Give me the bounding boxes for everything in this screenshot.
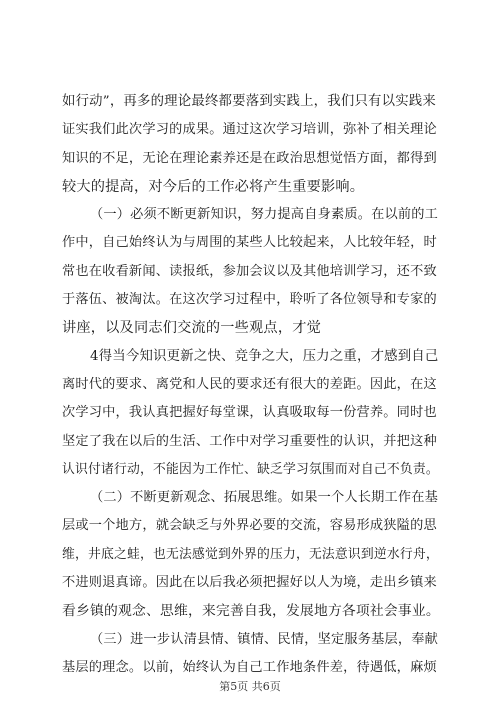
- text-line: 4得当今知识更新之快、竞争之大，压力之重，才感到自己: [90, 348, 439, 364]
- page-number-footer: 第5页 共6页: [219, 680, 281, 693]
- text-line: 较大的提高，对今后的工作必将产生重要影响。: [62, 178, 365, 195]
- text-line: 不进则退真谛。因此在以后我必须把握好以人为境，走出乡镇来: [62, 575, 437, 591]
- text-line: 看乡镇的观念、思维，来完善自我，发展地方各项社会事业。: [62, 603, 440, 620]
- text-line: 层或一个地方，就会缺乏与外界必要的交流，容易形成狭隘的思: [62, 518, 437, 534]
- body-text: [62, 88, 440, 682]
- text-line: （三）进一步认清县情、镇情、民情，坚定服务基层，奉献: [90, 631, 439, 647]
- text-line: 如行动”，再多的理论最终都要落到实践上，我们只有以实践来: [62, 94, 436, 109]
- text-line: 认识付诸行动，不能因为工作忙、缺乏学习氛围而对自己不负责。: [62, 461, 439, 477]
- text-line: 次学习中，我认真把握好每堂课，认真吸取每一份营养。同时也: [62, 405, 437, 421]
- text-line: 离时代的要求、离党和人民的要求还有很大的差距。因此，在这: [62, 376, 437, 392]
- text-line: 维，井底之蛙，也无法感觉到外界的压力，无法意识到逆水行舟，: [62, 546, 439, 562]
- text-line: （一）必须不断更新知识，努力提高自身素质。在以前的工: [90, 207, 439, 223]
- text-line: （二）不断更新观念、拓展思维。如果一个人长期工作在基: [90, 490, 439, 506]
- text-line: 于落伍、被淘汰。在这次学习过程中，聆听了各位领导和专家的: [62, 292, 437, 308]
- text-line: 讲座，以及同志们交流的一些观点，才觉: [62, 320, 321, 337]
- text-line: 基层的理念。以前，始终认为自己工作地条件差，待遇低，麻烦: [62, 659, 437, 675]
- text-line: 证实我们此次学习的成果。通过这次学习培训，弥补了相关理论: [62, 122, 437, 138]
- text-line: 作中，自己始终认为与周围的某些人比较起来，人比较年轻，时: [62, 235, 437, 251]
- text-line: 常也在收看新闻、读报纸，参加会议以及其他培训学习，还不致: [62, 263, 437, 279]
- text-line: 知识的不足，无论在理论素养还是在政治思想觉悟方面，都得到: [62, 150, 437, 166]
- text-line: 坚定了我在以后的生活、工作中对学习重要性的认识，并把这种: [62, 433, 437, 449]
